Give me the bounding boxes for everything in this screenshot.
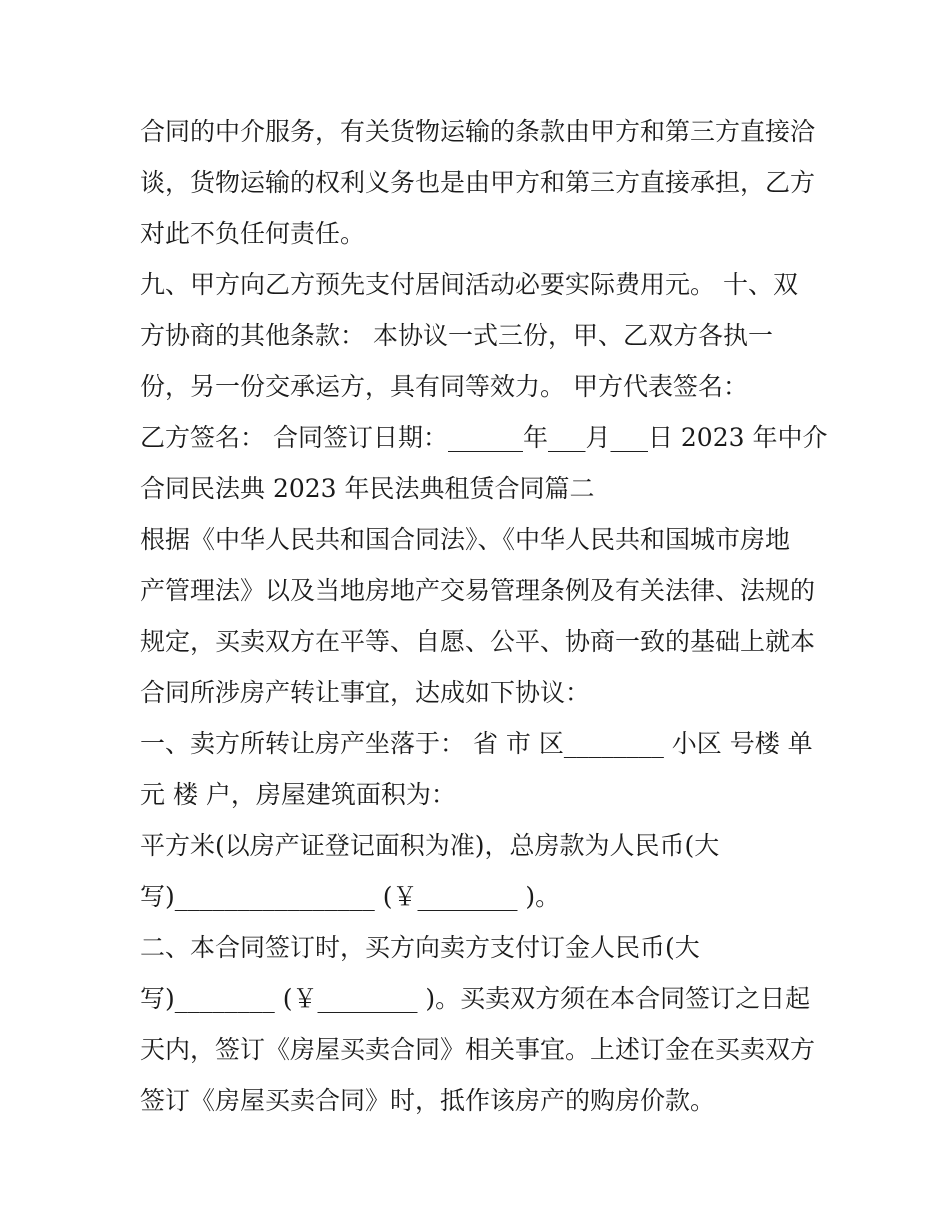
text-line-6: 份，另一份交承运方，具有同等效力。 甲方代表签名： xyxy=(140,372,748,401)
text-line-5: 方协商的其他条款： 本协议一式三份，甲、乙双方各执一 xyxy=(140,321,773,350)
document-body xyxy=(140,106,830,1126)
text-line-8: 合同民法典 2023 年民法典租赁合同篇二 xyxy=(140,474,595,503)
text-line-11: 规定，买卖双方在平等、自愿、公平、协商一致的基础上就本 xyxy=(140,627,816,656)
text-line-7: 乙方签名： 合同签订日期：______年___月___日 2023 年中介 xyxy=(140,423,828,452)
text-line-4: 九、甲方向乙方预先支付居间活动必要实际费用元。 十、双 xyxy=(140,270,798,299)
text-line-9: 根据《中华人民共和国合同法》、《中华人民共和国城市房地 xyxy=(140,525,791,554)
text-line-16: 写)________________ (￥________ )。 xyxy=(140,882,561,911)
text-line-13: 一、卖方所转让房产坐落于： 省 市 区________ 小区 号楼 单 xyxy=(140,729,813,758)
text-line-17: 二、本合同签订时，买方向卖方支付订金人民币(大 xyxy=(140,933,700,962)
text-line-1: 合同的中介服务，有关货物运输的条款由甲方和第三方直接洽 xyxy=(140,117,816,146)
text-line-18: 写)________ (￥________ )。买卖双方须在本合同签订之日起 xyxy=(140,984,811,1013)
text-line-14: 元 楼 户，房屋建筑面积为： xyxy=(140,780,456,809)
text-line-15: 平方米(以房产证登记面积为准)，总房款为人民币(大 xyxy=(140,831,720,860)
text-line-20: 签订《房屋买卖合同》时，抵作该房产的购房价款。 xyxy=(140,1086,716,1115)
text-line-10: 产管理法》以及当地房地产交易管理条例及有关法律、法规的 xyxy=(140,576,816,605)
text-line-12: 合同所涉房产转让事宜，达成如下协议： xyxy=(140,678,591,707)
text-line-3: 对此不负任何责任。 xyxy=(140,219,366,248)
text-line-2: 谈，货物运输的权利义务也是由甲方和第三方直接承担，乙方 xyxy=(140,168,816,197)
text-line-19: 天内，签订《房屋买卖合同》相关事宜。上述订金在买卖双方 xyxy=(140,1035,816,1064)
